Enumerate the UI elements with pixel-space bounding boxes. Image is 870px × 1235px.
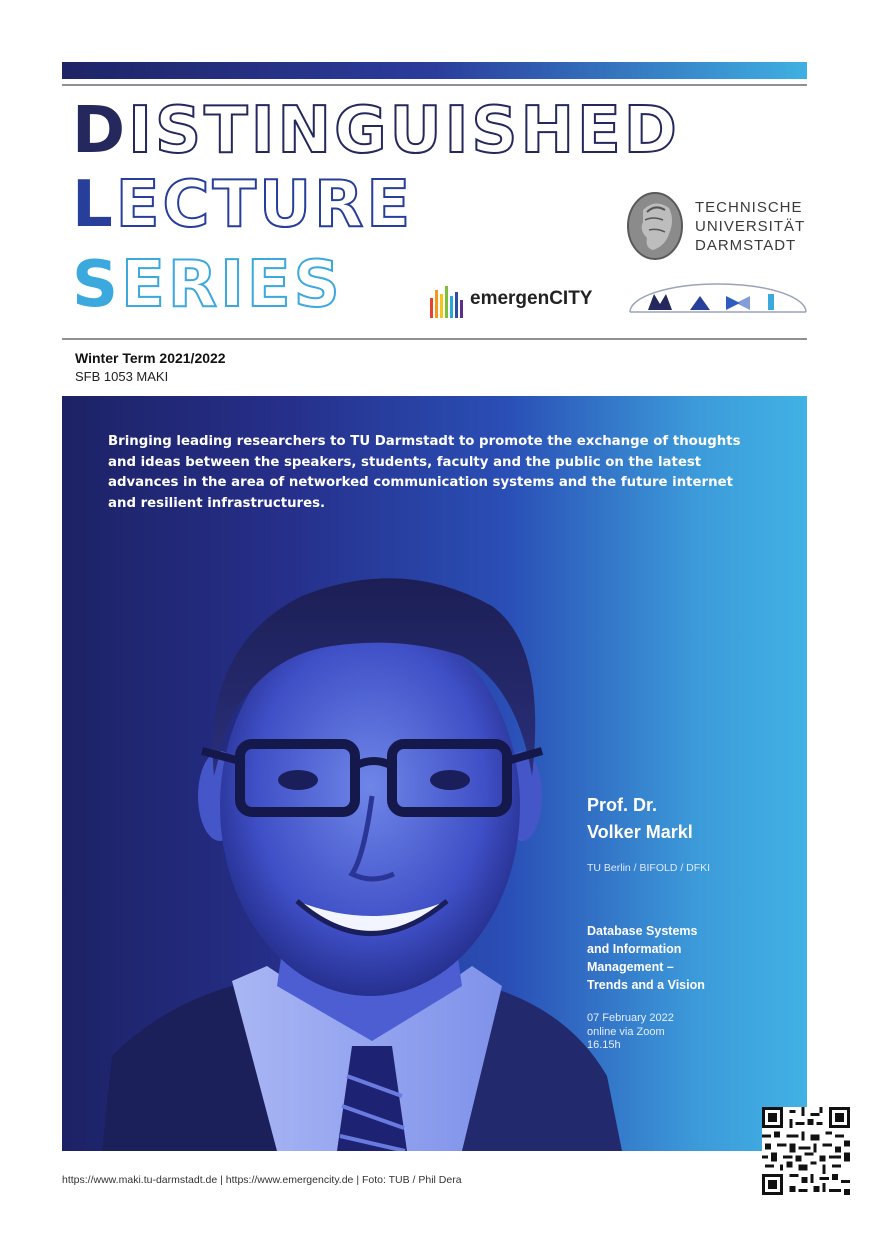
title-line-series bbox=[72, 250, 343, 320]
talk-title bbox=[587, 922, 787, 994]
event-venue: online via Zoom bbox=[587, 1025, 665, 1038]
tu-line: UNIVERSITÄT bbox=[695, 218, 806, 235]
tu-darmstadt-athena-logo bbox=[625, 190, 685, 262]
speaker-title: Prof. Dr. bbox=[587, 795, 658, 815]
emergencity-wordmark: emergenCITY bbox=[470, 288, 593, 309]
speaker-affiliation: TU Berlin / BIFOLD / DFKI bbox=[587, 862, 711, 874]
intro-text: Bringing leading researchers to TU Darmstadt to promote the exchange of thoughts and ideas between the speakers, students, faculty and the public on the latest advances in the area of networked communication systems and the future internet and resilient infrastructures. bbox=[108, 434, 741, 511]
title-initial: L bbox=[72, 168, 116, 242]
top-gradient-bar bbox=[62, 62, 807, 79]
speaker-name: Volker Markl bbox=[587, 822, 693, 842]
emergencity-bars-icon bbox=[428, 284, 464, 320]
event-date: 07 February 2022 bbox=[587, 1012, 674, 1024]
title-line-lecture bbox=[72, 170, 413, 240]
talk-title-line: Management – bbox=[587, 960, 674, 974]
talk-title-line: Trends and a Vision bbox=[587, 978, 705, 992]
talk-title-line: Database Systems bbox=[587, 924, 698, 938]
title-rest: ECTURE bbox=[115, 168, 414, 242]
mid-divider bbox=[62, 338, 807, 340]
tu-line: TECHNISCHE bbox=[695, 199, 803, 216]
event-details bbox=[587, 1012, 674, 1053]
talk-title-line: and Information bbox=[587, 942, 682, 956]
top-divider bbox=[62, 84, 807, 86]
maki-logo bbox=[628, 282, 808, 314]
footer-links: https://www.maki.tu-darmstadt.de | https://www.emergencity.de | Foto: TUB / Phil Dera bbox=[62, 1174, 462, 1186]
program-label: SFB 1053 MAKI bbox=[75, 369, 169, 384]
title-initial: S bbox=[72, 248, 122, 322]
title-initial: D bbox=[72, 94, 129, 168]
term-label: Winter Term 2021/2022 bbox=[75, 350, 226, 366]
tu-line: DARMSTADT bbox=[695, 237, 797, 254]
qr-code[interactable] bbox=[762, 1107, 850, 1195]
event-time: 16.15h bbox=[587, 1039, 621, 1051]
tu-darmstadt-wordmark bbox=[695, 198, 805, 255]
speaker-photo bbox=[102, 536, 622, 1151]
speaker-panel bbox=[62, 396, 807, 1151]
title-rest: ISTINGUISHED bbox=[128, 94, 680, 168]
title-rest: ERIES bbox=[121, 248, 343, 322]
speaker-name-block bbox=[587, 792, 693, 846]
title-line-distinguished bbox=[72, 96, 680, 166]
